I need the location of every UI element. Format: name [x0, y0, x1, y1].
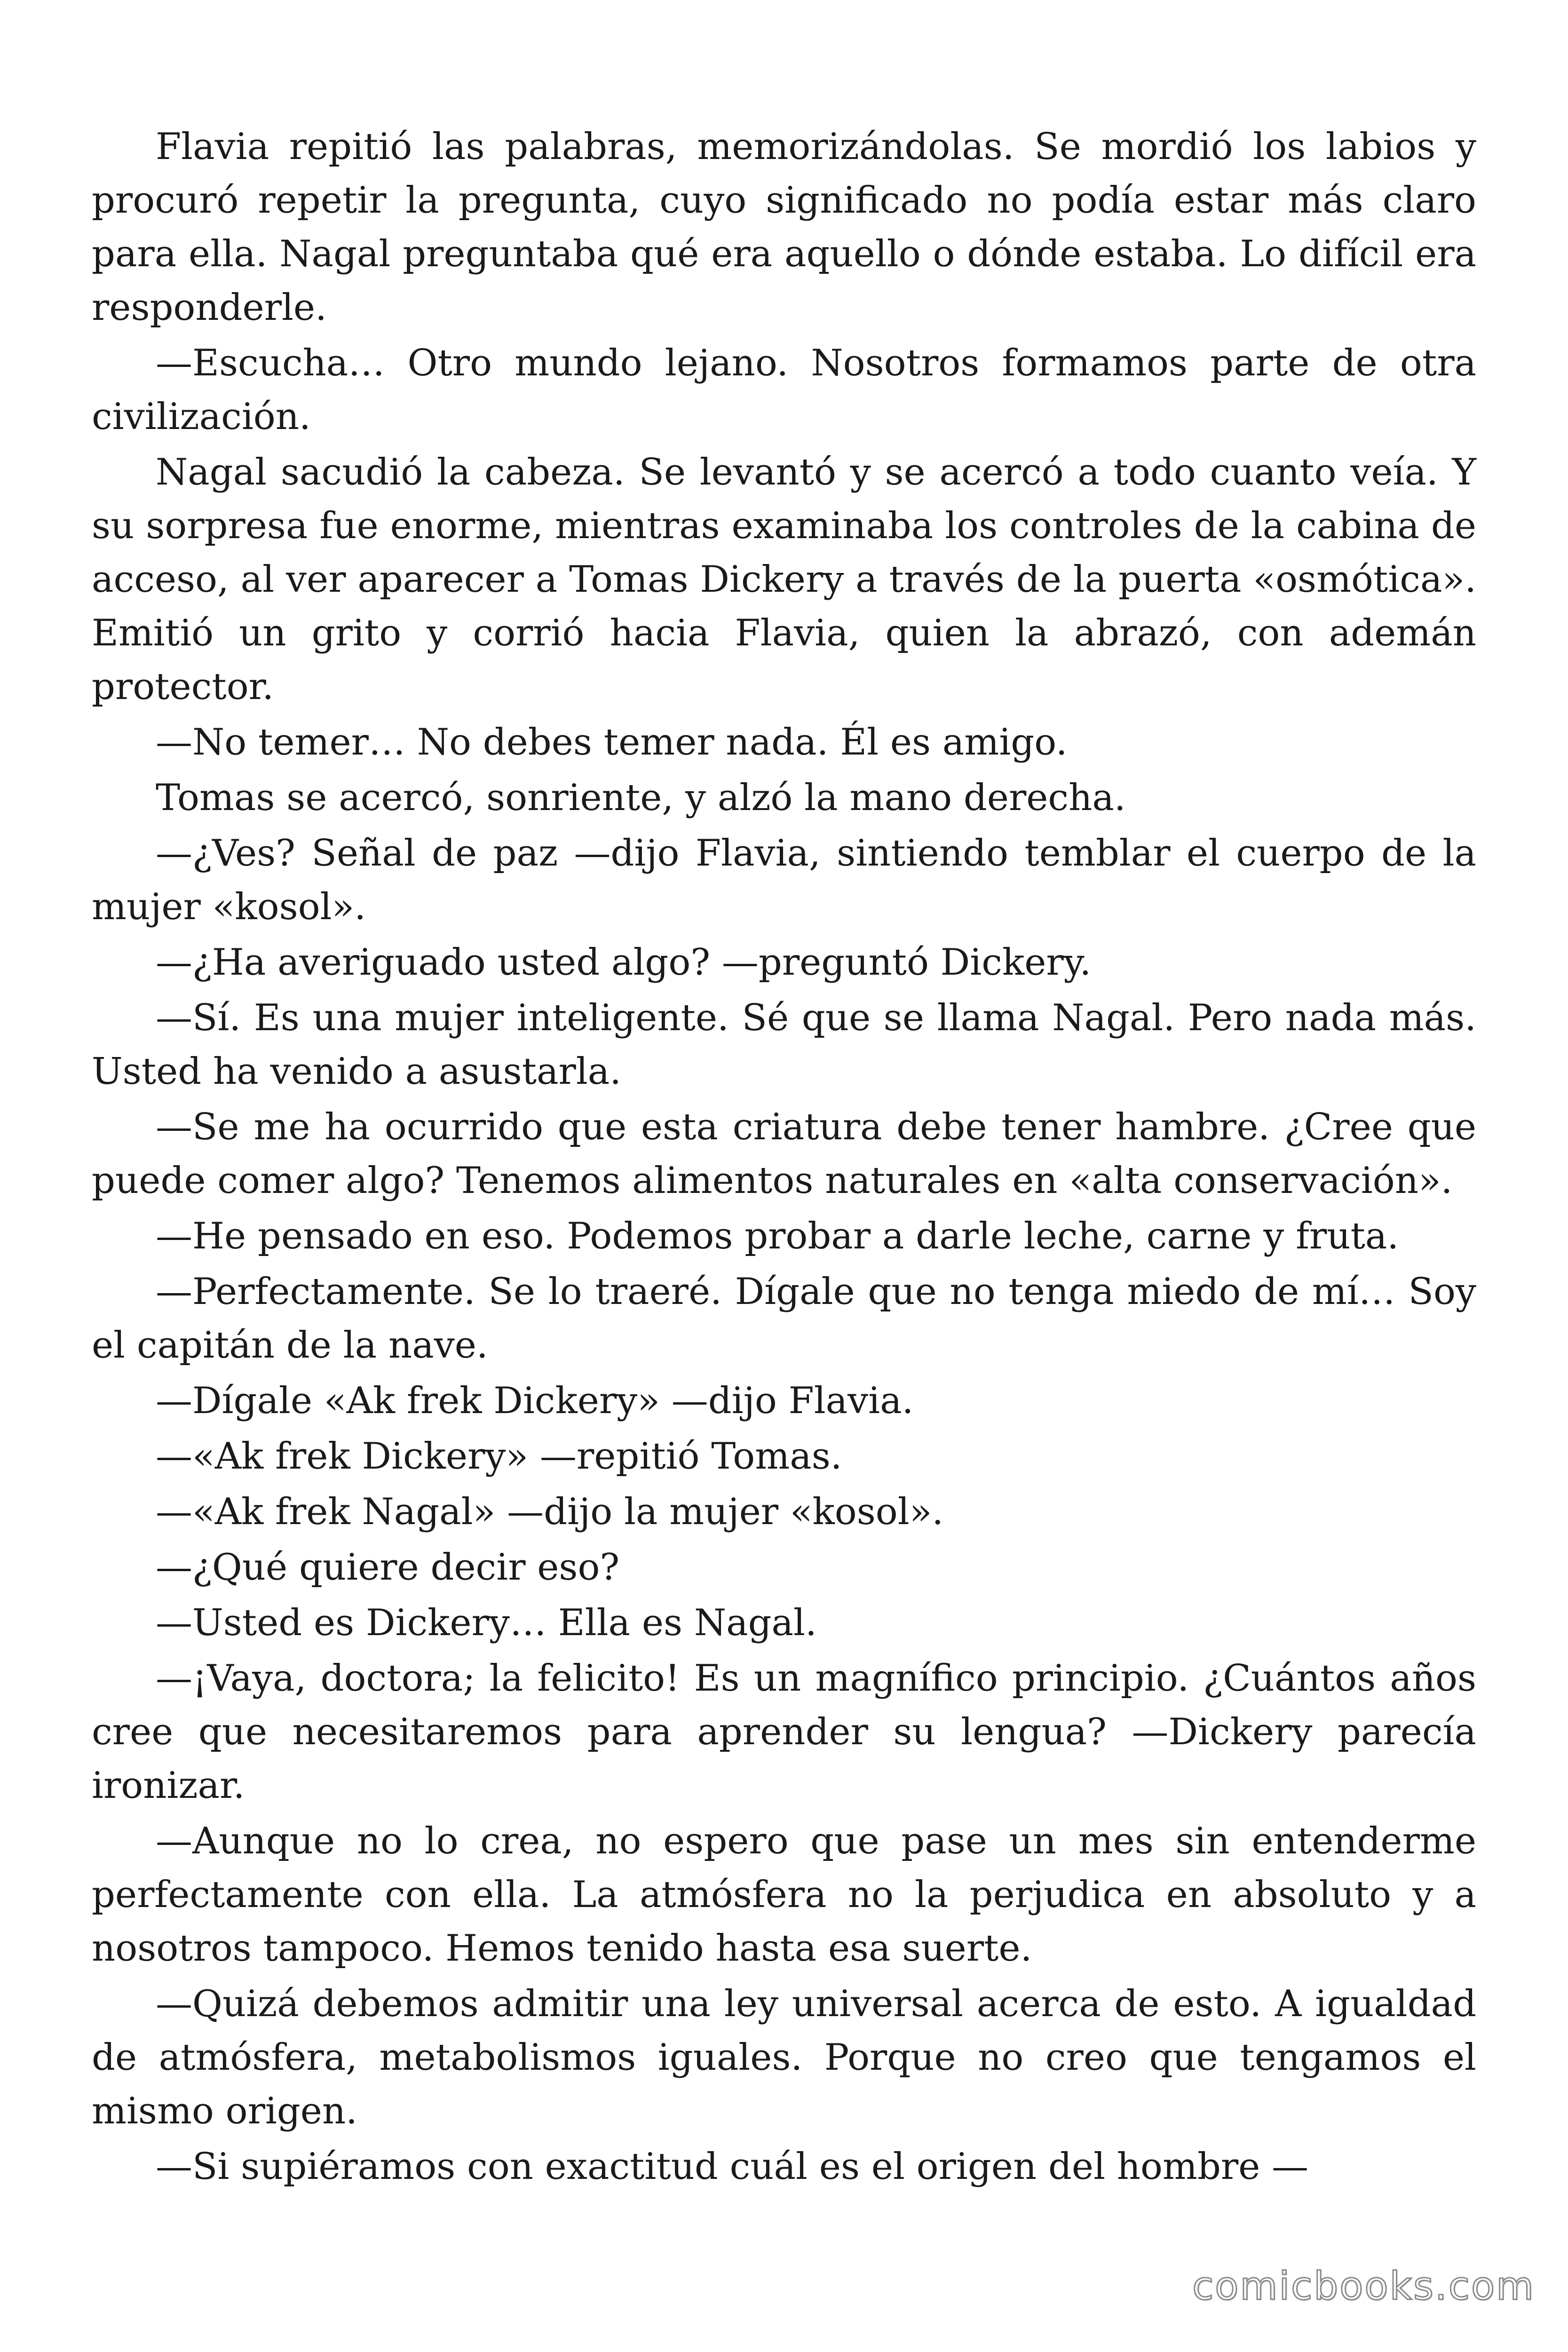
paragraph: —Aunque no lo crea, no espero que pase un mes sin entenderme perfectamente con ella. La atmósfera no la perjudica en absoluto y a nosotros tampoco. Hemos tenido hasta esa suerte. — [92, 1820, 1476, 1970]
paragraph: Tomas se acercó, sonriente, y alzó la mano derecha. — [156, 777, 1126, 819]
paragraph: —«Ak frek Dickery» —repitió Tomas. — [156, 1435, 842, 1478]
paragraph: —¿Ves? Señal de paz —dijo Flavia, sintiendo temblar el cuerpo de la mujer «kosol». — [92, 832, 1476, 928]
paragraph: —He pensado en eso. Podemos probar a darle leche, carne y fruta. — [156, 1215, 1399, 1257]
book-page-text — [92, 120, 1476, 2195]
paragraph: —Sí. Es una mujer inteligente. Sé que se llama Nagal. Pero nada más. Usted ha venido a asustarla. — [92, 997, 1476, 1093]
paragraph: —Escucha… Otro mundo lejano. Nosotros formamos parte de otra civilización. — [92, 342, 1476, 438]
paragraph: —¿Ha averiguado usted algo? —preguntó Dickery. — [156, 941, 1092, 984]
paragraph: —Si supiéramos con exactitud cuál es el origen del hombre — — [156, 2145, 1309, 2188]
paragraph: Nagal sacudió la cabeza. Se levantó y se acercó a todo cuanto veía. Y su sorpresa fue enorme, mientras examinaba los controles de la cabina de acceso, al ver aparecer a Tomas Dickery a través de la puerta «osmótica». Emitió un grito y corrió hacia Flavia, quien la abrazó, con ademán protector. — [92, 451, 1476, 708]
paragraph: —Se me ha ocurrido que esta criatura debe tener hambre. ¿Cree que puede comer algo? Tenemos alimentos naturales en «alta conservación». — [92, 1106, 1476, 1202]
paragraph: —¿Qué quiere decir eso? — [156, 1546, 620, 1589]
paragraph: Flavia repitió las palabras, memorizándolas. Se mordió los labios y procuró repetir la pregunta, cuyo significado no podía estar más claro para ella. Nagal preguntaba qué era aquello o dónde estaba. Lo difícil era responderle. — [92, 126, 1476, 329]
paragraph: —Usted es Dickery… Ella es Nagal. — [156, 1602, 817, 1644]
paragraph: —No temer… No debes temer nada. Él es amigo. — [156, 721, 1068, 763]
watermark: comicbooks.com — [1192, 2264, 1535, 2309]
paragraph: —Dígale «Ak frek Dickery» —dijo Flavia. — [156, 1380, 914, 1422]
paragraph: —Perfectamente. Se lo traeré. Dígale que no tenga miedo de mí… Soy el capitán de la nave. — [92, 1271, 1476, 1367]
paragraph: —Quizá debemos admitir una ley universal acerca de esto. A igualdad de atmósfera, metabolismos iguales. Porque no creo que tengamos el mismo origen. — [92, 1983, 1476, 2132]
paragraph: —«Ak frek Nagal» —dijo la mujer «kosol». — [156, 1491, 944, 1533]
paragraph: —¡Vaya, doctora; la felicito! Es un magnífico principio. ¿Cuántos años cree que necesitaremos para aprender su lengua? —Dickery parecía ironizar. — [92, 1657, 1476, 1807]
